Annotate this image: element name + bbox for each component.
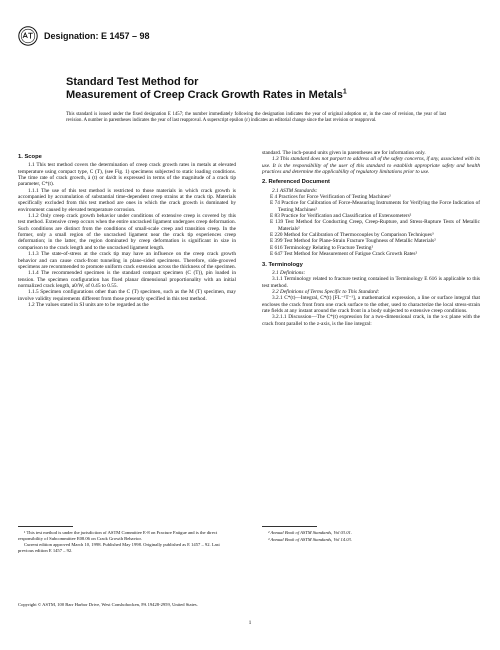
footnotes-left (18, 530, 236, 554)
document-title (66, 76, 466, 102)
paragraph-1-1: 1.1 This test method covers the determination of creep crack growth rates in metals at elevated temperature using compact type, C (T), (see Fig. 1) specimens subjected to static loading conditions. The time rate of crack growth, ȧ (t) or da/dt is expressed in terms of the magnitude of a crack tip parameter, C*(t). (18, 162, 236, 188)
paragraph-1-1-4: 1.1.4 The recommended specimen is the standard compact specimen (C (T)), pin loaded in tension. The specimen configuration has fixed planar dimensional proportionality with an initial normalized crack length, a0/W, of 0.45 to 0.55. (18, 270, 236, 289)
paragraph-1-1-1: 1.1.1 The use of this test method is restricted to those materials in which crack growth is accompanied by accumulation of substantial time-dependent creep strains at the crack tip. Materials specifically excluded from this test method are ones in which the crack growth is dominated by environment caused by elevated temperature corrosion. (18, 187, 236, 213)
footnote-divider-right (262, 526, 317, 527)
reference-item: E 74 Practice for Calibration of Force-Measuring Instruments for Verifying the Force Indication of Testing Machines² (270, 200, 480, 213)
footnote-edition: Current edition approved March 10, 1998. Published May 1998. Originally published as E 1457 – 92. Last previous edition E 1457 – 92. (18, 542, 220, 553)
footnote-divider-left (18, 526, 73, 527)
left-column (18, 150, 236, 308)
footnote-2-text: ² Annual Book of ASTM Standards, Vol 03.01. (268, 530, 352, 535)
specific-definitions-label: 3.2 Definitions of Terms Specific to This Standard: (272, 288, 380, 295)
title-footnote-mark: 1 (342, 88, 347, 96)
title-main: Measurement of Creep Crack Growth Rates in Metals (66, 89, 343, 101)
page-number: 1 (248, 620, 252, 626)
paragraph-1-2: 1.2 The values stated in SI units are to be regarded as the (28, 301, 149, 308)
paragraph-1-2-continued: standard. The inch-pound units given in parentheses are for information only. (262, 150, 426, 156)
reference-item: E 220 Method for Calibration of Thermocouples by Comparison Techniques³ (270, 232, 434, 239)
footnotes-right (262, 530, 480, 543)
reference-item: E 83 Practice for Verification and Classification of Extensometers² (270, 213, 412, 220)
paragraph-1-3 (262, 156, 480, 175)
footnote-3-text: ³ Annual Book of ASTM Standards, Vol 14.03. (268, 536, 352, 542)
paragraph-1-1-3: 1.1.3 The state-of-stress at the crack tip may have an influence on the creep crack growth behavior and can cause crack-front tunneling in plane-sided specimens. Therefore, side-grooved specimens are recommended to promote uniform crack extension across the thickness of the specimen. (18, 251, 236, 270)
footnote-2 (262, 530, 480, 536)
section-heading-scope: 1. Scope (18, 154, 42, 160)
reference-item: E 616 Terminology Relating to Fracture Testing² (270, 244, 374, 251)
paragraph-3-1-1: 3.1.1 Terminology related to fracture testing contained in Terminology E 616 is applicable to this test method. (262, 276, 480, 289)
title-line-2 (66, 89, 466, 102)
reference-list (262, 194, 480, 257)
paragraph-3-2-1: 3.2.1 C*(t)—Integral, C*(t) [FL⁻¹T⁻¹], a mathematical expression, a line or surface integral that encloses the crack front from one crack surface to the other, used to characterize the local stress-strain rate fields at any instant around the crack front in a body subjected to extensive creep conditions. (262, 295, 480, 314)
astm-standards-label: 2.1 ASTM Standards: (272, 187, 318, 194)
paragraph-1-1-5: 1.1.5 Specimen configurations other than the C (T) specimen, such as the M (T) specimen, may involve validity requirements different from those presently specified in this test method. (18, 289, 236, 302)
preamble-note: This standard is issued under the fixed designation E 1457; the number immediately following the designation indicates the year of original adoption or, in the case of revision, the year of last revision. A number in parentheses indicates the year of last reapproval. A superscript epsilon (ε) indicates an editorial change since the last revision or reapproval. (66, 112, 446, 124)
section-heading-terminology: 3. Terminology (262, 261, 303, 268)
document-header (18, 26, 150, 46)
footnote-1: ¹ This test method is under the jurisdiction of ASTM Committee E-8 on Fracture Fatigue and is the direct responsibility of Subcommittee E08.06 on Crack Growth Behavior. (18, 530, 218, 541)
reference-item: E 399 Test Method for Plane-Strain Fracture Toughness of Metallic Materials² (270, 238, 436, 245)
reference-item: E 139 Test Method for Conducting Creep, Creep-Rupture, and Stress-Rupture Tests of Metallic Materials² (270, 219, 480, 232)
section-heading-referenced-documents: 2. Referenced Document (262, 179, 330, 186)
reference-item: E 647 Test Method for Measurement of Fatigue Crack Growth Rates² (270, 251, 418, 258)
definitions-label: 3.1 Definitions: (272, 269, 306, 276)
safety-statement: 1.3 This standard does not purport to address all of the safety concerns, if any, associated with its use. It is the responsibility of the user of this standard to establish appropriate safety and health practices and determine the applicability of regulatory limitations prior to use. (262, 156, 480, 176)
astm-logo-icon (18, 26, 38, 46)
paragraph-1-1-2: 1.1.2 Only creep crack growth behavior under conditions of extensive creep is covered by this test method. Extensive creep occurs when the entire uncracked ligament undergoes creep deformation. Such conditions are distinct from the conditions of small-scale creep and transition creep. In the former, only a small region of the uncracked ligament near the crack tip experiences creep deformation; in the latter, the region dominated by creep deformation is significant in size in comparison to the crack length and to the uncracked ligament length. (18, 213, 236, 251)
right-column (262, 150, 480, 327)
title-line-1: Standard Test Method for (66, 76, 199, 88)
footnote-3 (262, 537, 480, 543)
reference-item: E 4 Practices for Force Verification of Testing Machines² (270, 194, 391, 201)
paragraph-3-2-1-1: 3.2.1.1 Discussion—The C*(t) expression for a two-dimensional crack, in the x-z plane with the crack front parallel to the z-axis, is the line integral: (262, 314, 480, 327)
designation: Designation: E 1457 – 98 (44, 31, 150, 41)
copyright-notice: Copyright © ASTM, 100 Barr Harbor Drive, West Conshohocken, PA 19428-2959, United States. (18, 602, 198, 607)
